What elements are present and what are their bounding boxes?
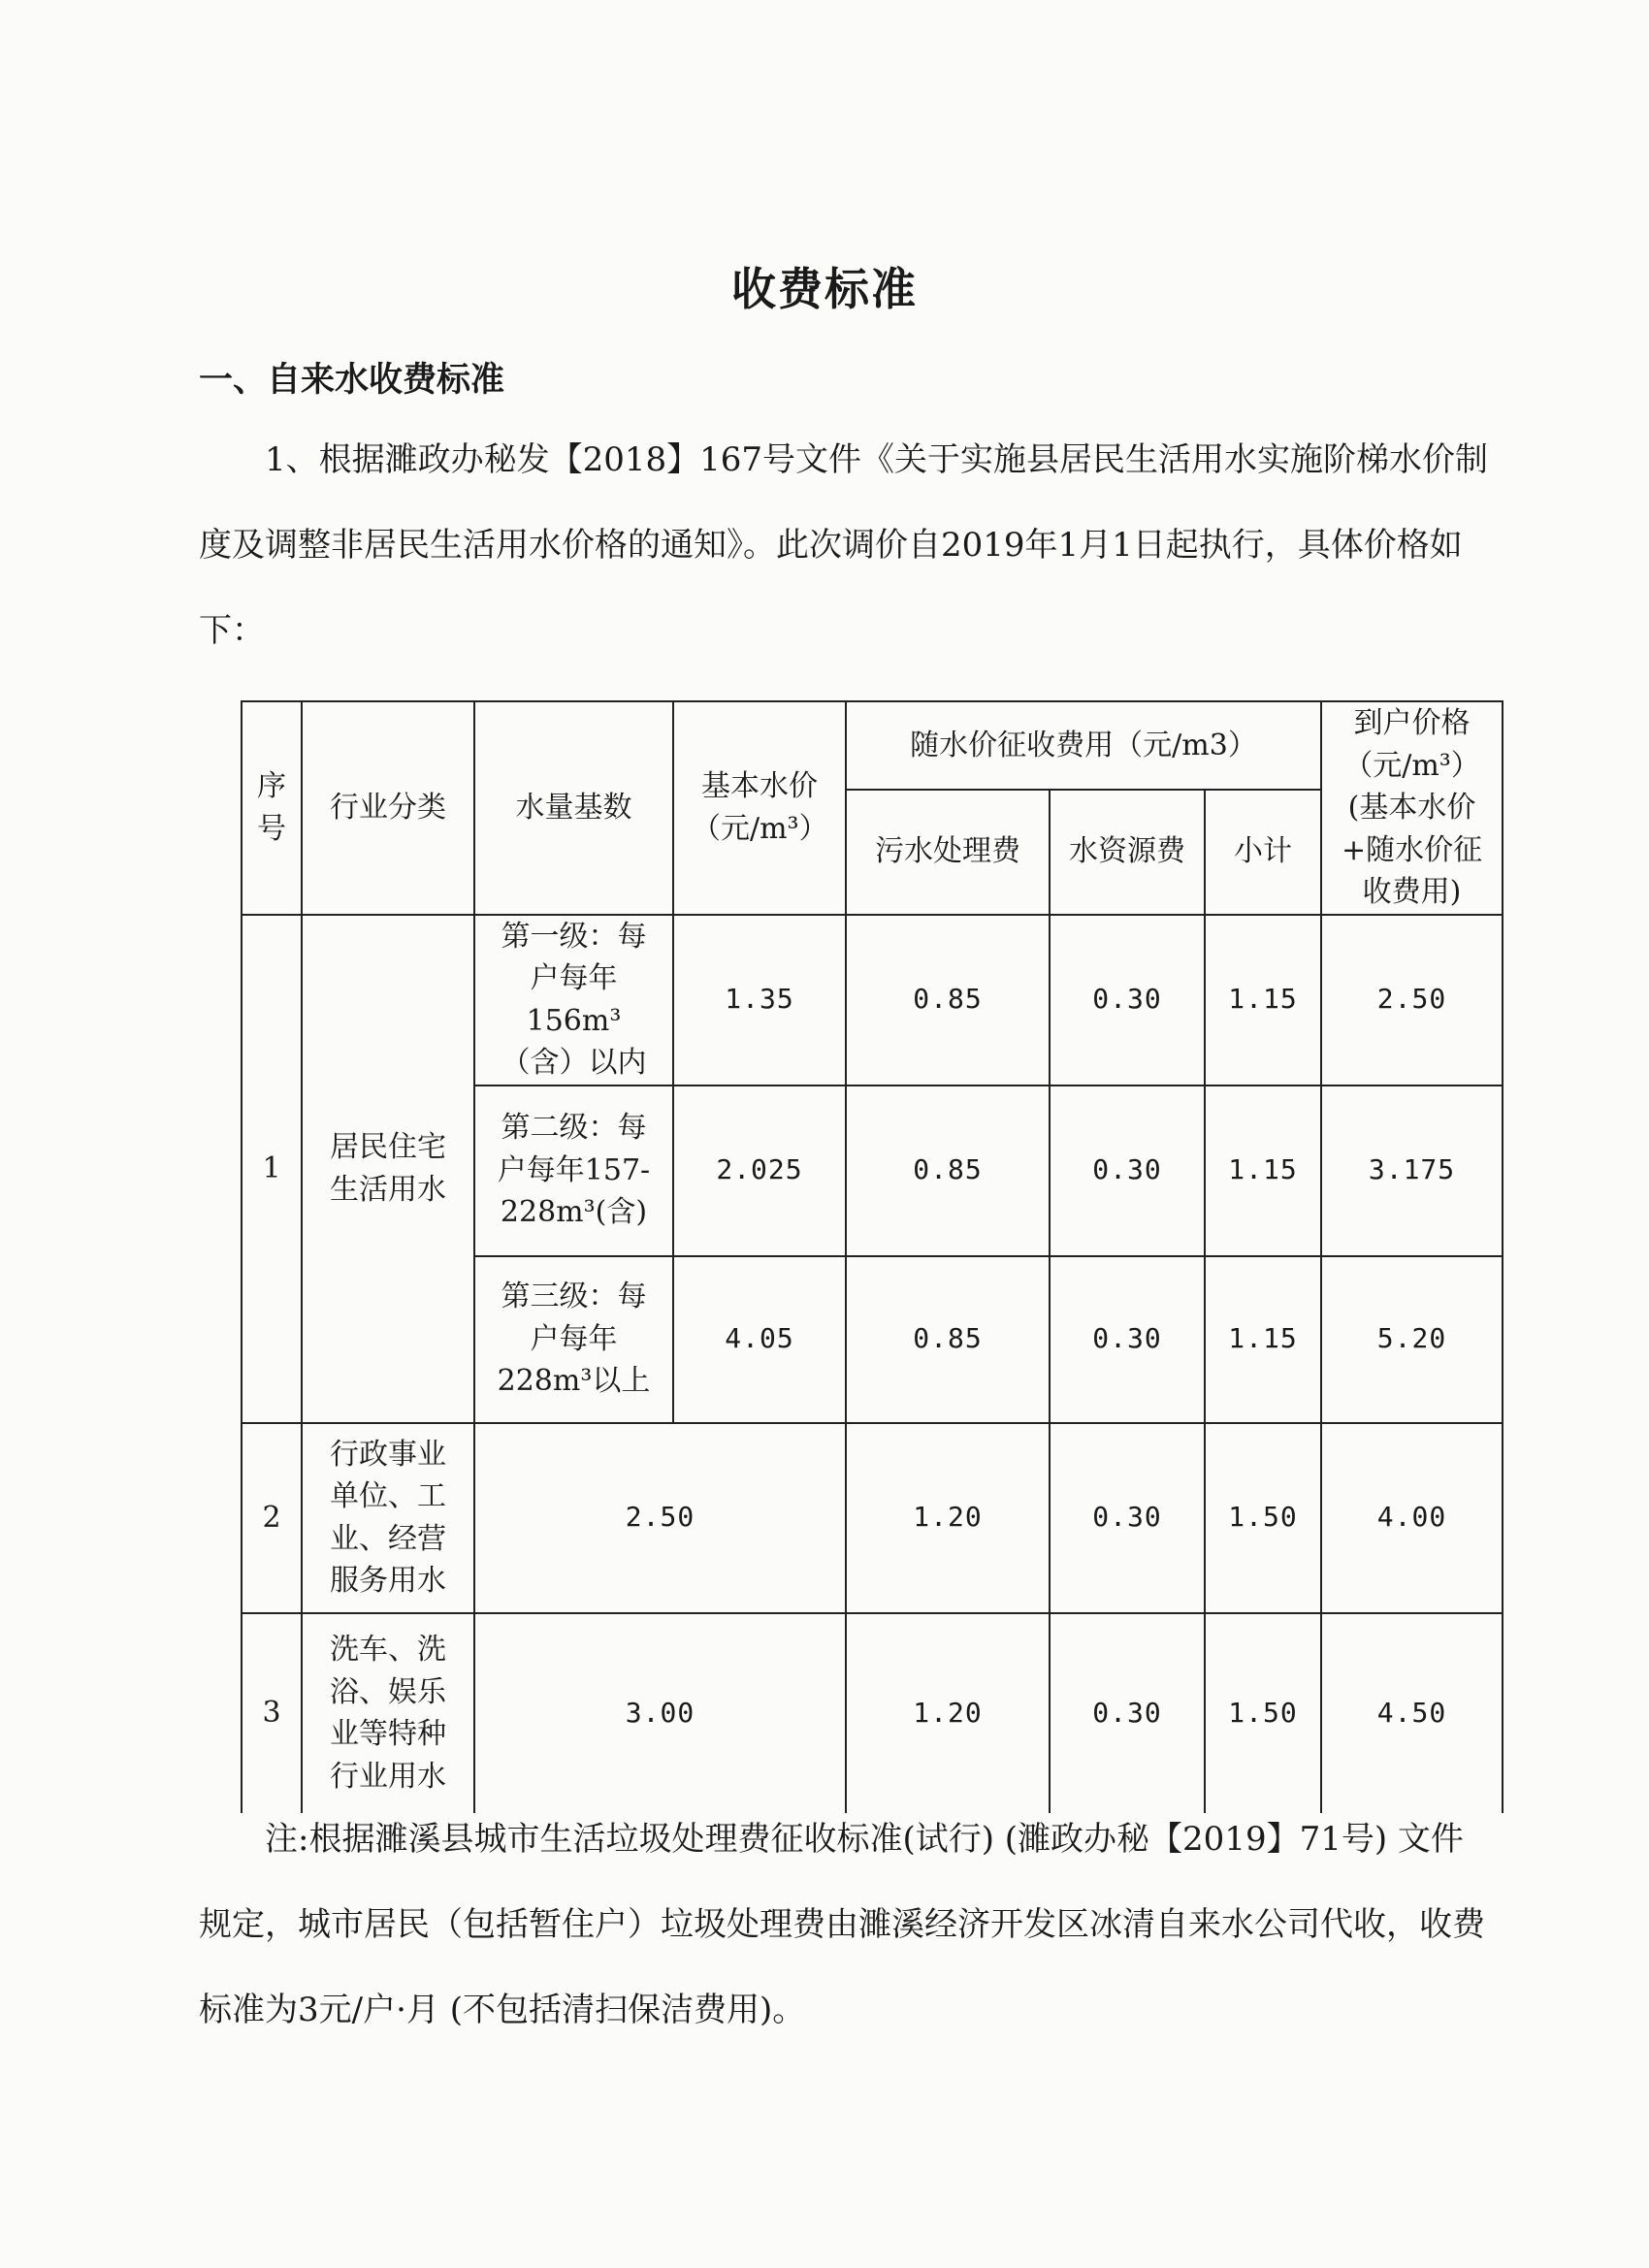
cell-final-price: 3.175 [1321,1085,1503,1256]
cell-final-price: 4.00 [1321,1423,1503,1613]
cell-category: 行政事业单位、工业、经营服务用水 [302,1423,474,1613]
cell-basic-price: 2.50 [474,1423,846,1613]
cell-resource: 0.30 [1050,915,1205,1085]
page-title: 收费标准 [731,263,918,315]
cell-basic-price: 2.025 [673,1085,846,1256]
section-heading: 一、自来水收费标准 [199,361,505,400]
cell-subtotal: 1.15 [1205,1085,1321,1256]
cell-resource: 0.30 [1050,1256,1205,1423]
price-table-container [241,700,1502,1798]
cell-category: 洗车、洗浴、娱乐业等特种行业用水 [302,1613,474,1813]
cell-resource: 0.30 [1050,1085,1205,1256]
header-final-price: 到户价格（元/m³）(基本水价+随水价征收费用) [1321,701,1503,915]
table-row [242,1613,1503,1813]
header-fees-group: 随水价征收费用（元/m3） [846,701,1321,790]
cell-subtotal: 1.50 [1205,1423,1321,1613]
table-row [242,915,1503,1085]
header-sewage: 污水处理费 [846,790,1050,915]
cell-sewage: 0.85 [846,915,1050,1085]
cell-seq: 1 [242,915,302,1423]
cell-final-price: 5.20 [1321,1256,1503,1423]
cell-category: 居民住宅生活用水 [302,915,474,1423]
table-row [242,1423,1503,1613]
header-basic-price: 基本水价（元/m³） [673,701,846,915]
cell-sewage: 0.85 [846,1085,1050,1256]
cell-volume: 第一级：每户每年156m³（含）以内 [474,915,673,1085]
cell-basic-price: 4.05 [673,1256,846,1423]
intro-paragraph: 1、根据濉政办秘发【2018】167号文件《关于实施县居民生活用水实施阶梯水价制度及调整非居民生活用水价格的通知》。此次调价自2019年1月1日起执行，具体价格如下： [199,440,1489,650]
cell-subtotal: 1.15 [1205,1256,1321,1423]
header-resource: 水资源费 [1050,790,1205,915]
cell-sewage: 1.20 [846,1423,1050,1613]
cell-subtotal: 1.50 [1205,1613,1321,1813]
cell-volume: 第三级：每户每年228m³以上 [474,1256,673,1423]
cell-resource: 0.30 [1050,1423,1205,1613]
header-volume: 水量基数 [474,701,673,915]
header-category: 行业分类 [302,701,474,915]
cell-seq: 3 [242,1613,302,1813]
cell-subtotal: 1.15 [1205,915,1321,1085]
cell-final-price: 2.50 [1321,915,1503,1085]
header-seq: 序号 [242,701,302,915]
price-table [241,700,1504,1813]
cell-final-price: 4.50 [1321,1613,1503,1813]
cell-sewage: 0.85 [846,1256,1050,1423]
cell-volume: 第二级：每户每年157-228m³(含) [474,1085,673,1256]
cell-basic-price: 3.00 [474,1613,846,1813]
note-paragraph: 注:根据濉溪县城市生活垃圾处理费征收标准(试行) (濉政办秘【2019】71号) 文件规定，城市居民（包括暂住户）垃圾处理费由濉溪经济开发区冰清自来水公司代收，收费标准为3元/户·月 (不包括清扫保洁费用)。 [199,1820,1485,2029]
cell-basic-price: 1.35 [673,915,846,1085]
cell-seq: 2 [242,1423,302,1613]
header-subtotal: 小计 [1205,790,1321,915]
cell-sewage: 1.20 [846,1613,1050,1813]
cell-resource: 0.30 [1050,1613,1205,1813]
